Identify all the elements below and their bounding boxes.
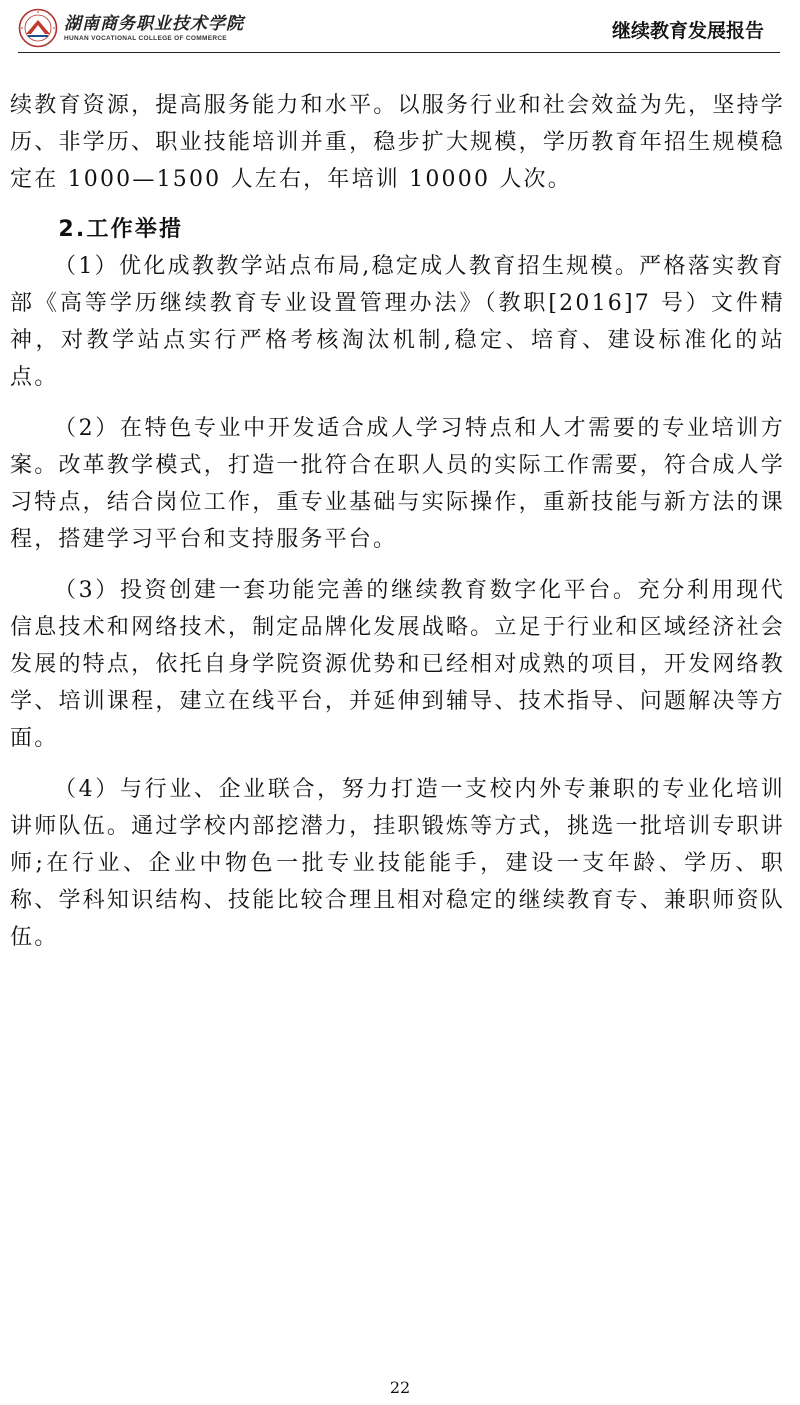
college-seal-icon xyxy=(18,8,58,48)
page-number: 22 xyxy=(389,1378,411,1397)
document-body xyxy=(10,87,785,970)
paragraph-4: （4）与行业、企业联合，努力打造一支校内外专兼职的专业化培训讲师队伍。通过学校内部挖潜力，挂职锻炼等方式，挑选一批培训专职讲师;在行业、企业中物色一批专业技能能手，建设一支年龄、学历、职称、学科知识结构、技能比较合理且相对稳定的继续教育专、兼职师资队伍。 xyxy=(10,777,785,950)
intro-paragraph: 续教育资源，提高服务能力和水平。以服务行业和社会效益为先，坚持学历、非学历、职业技能培训并重，稳步扩大规模，学历教育年招生规模稳定在 1000—1500 人左右，年培训 10000 人次。 xyxy=(10,93,785,192)
logo-english-name: HUNAN VOCATIONAL COLLEGE OF COMMERCE xyxy=(64,34,227,42)
college-logo xyxy=(18,8,244,48)
paragraph-3: （3）投资创建一套功能完善的继续教育数字化平台。充分利用现代信息技术和网络技术，制定品牌化发展战略。立足于行业和区域经济社会发展的特点，依托自身学院资源优势和已经相对成熟的项目，开发网络教学、培训课程，建立在线平台，并延伸到辅导、技术指导、问题解决等方面。 xyxy=(10,578,785,751)
paragraph-2: （2）在特色专业中开发适合成人学习特点和人才需要的专业培训方案。改革教学模式，打造一批符合在职人员的实际工作需要，符合成人学习特点，结合岗位工作，重专业基础与实际操作，重新技能与新方法的课程，搭建学习平台和支持服务平台。 xyxy=(10,416,785,552)
logo-chinese-name: 湖南商务职业技术学院 xyxy=(64,13,244,34)
report-title: 继续教育发展报告 xyxy=(611,20,764,42)
page-header xyxy=(18,6,780,53)
paragraph-1: （1）优化成教教学站点布局,稳定成人教育招生规模。严格落实教育部《高等学历继续教育专业设置管理办法》（教职[2016]7 号）文件精神，对教学站点实行严格考核淘汰机制,稳定、培育、建设标准化的站点。 xyxy=(10,254,785,390)
section-heading: 2.工作举措 xyxy=(58,217,184,242)
